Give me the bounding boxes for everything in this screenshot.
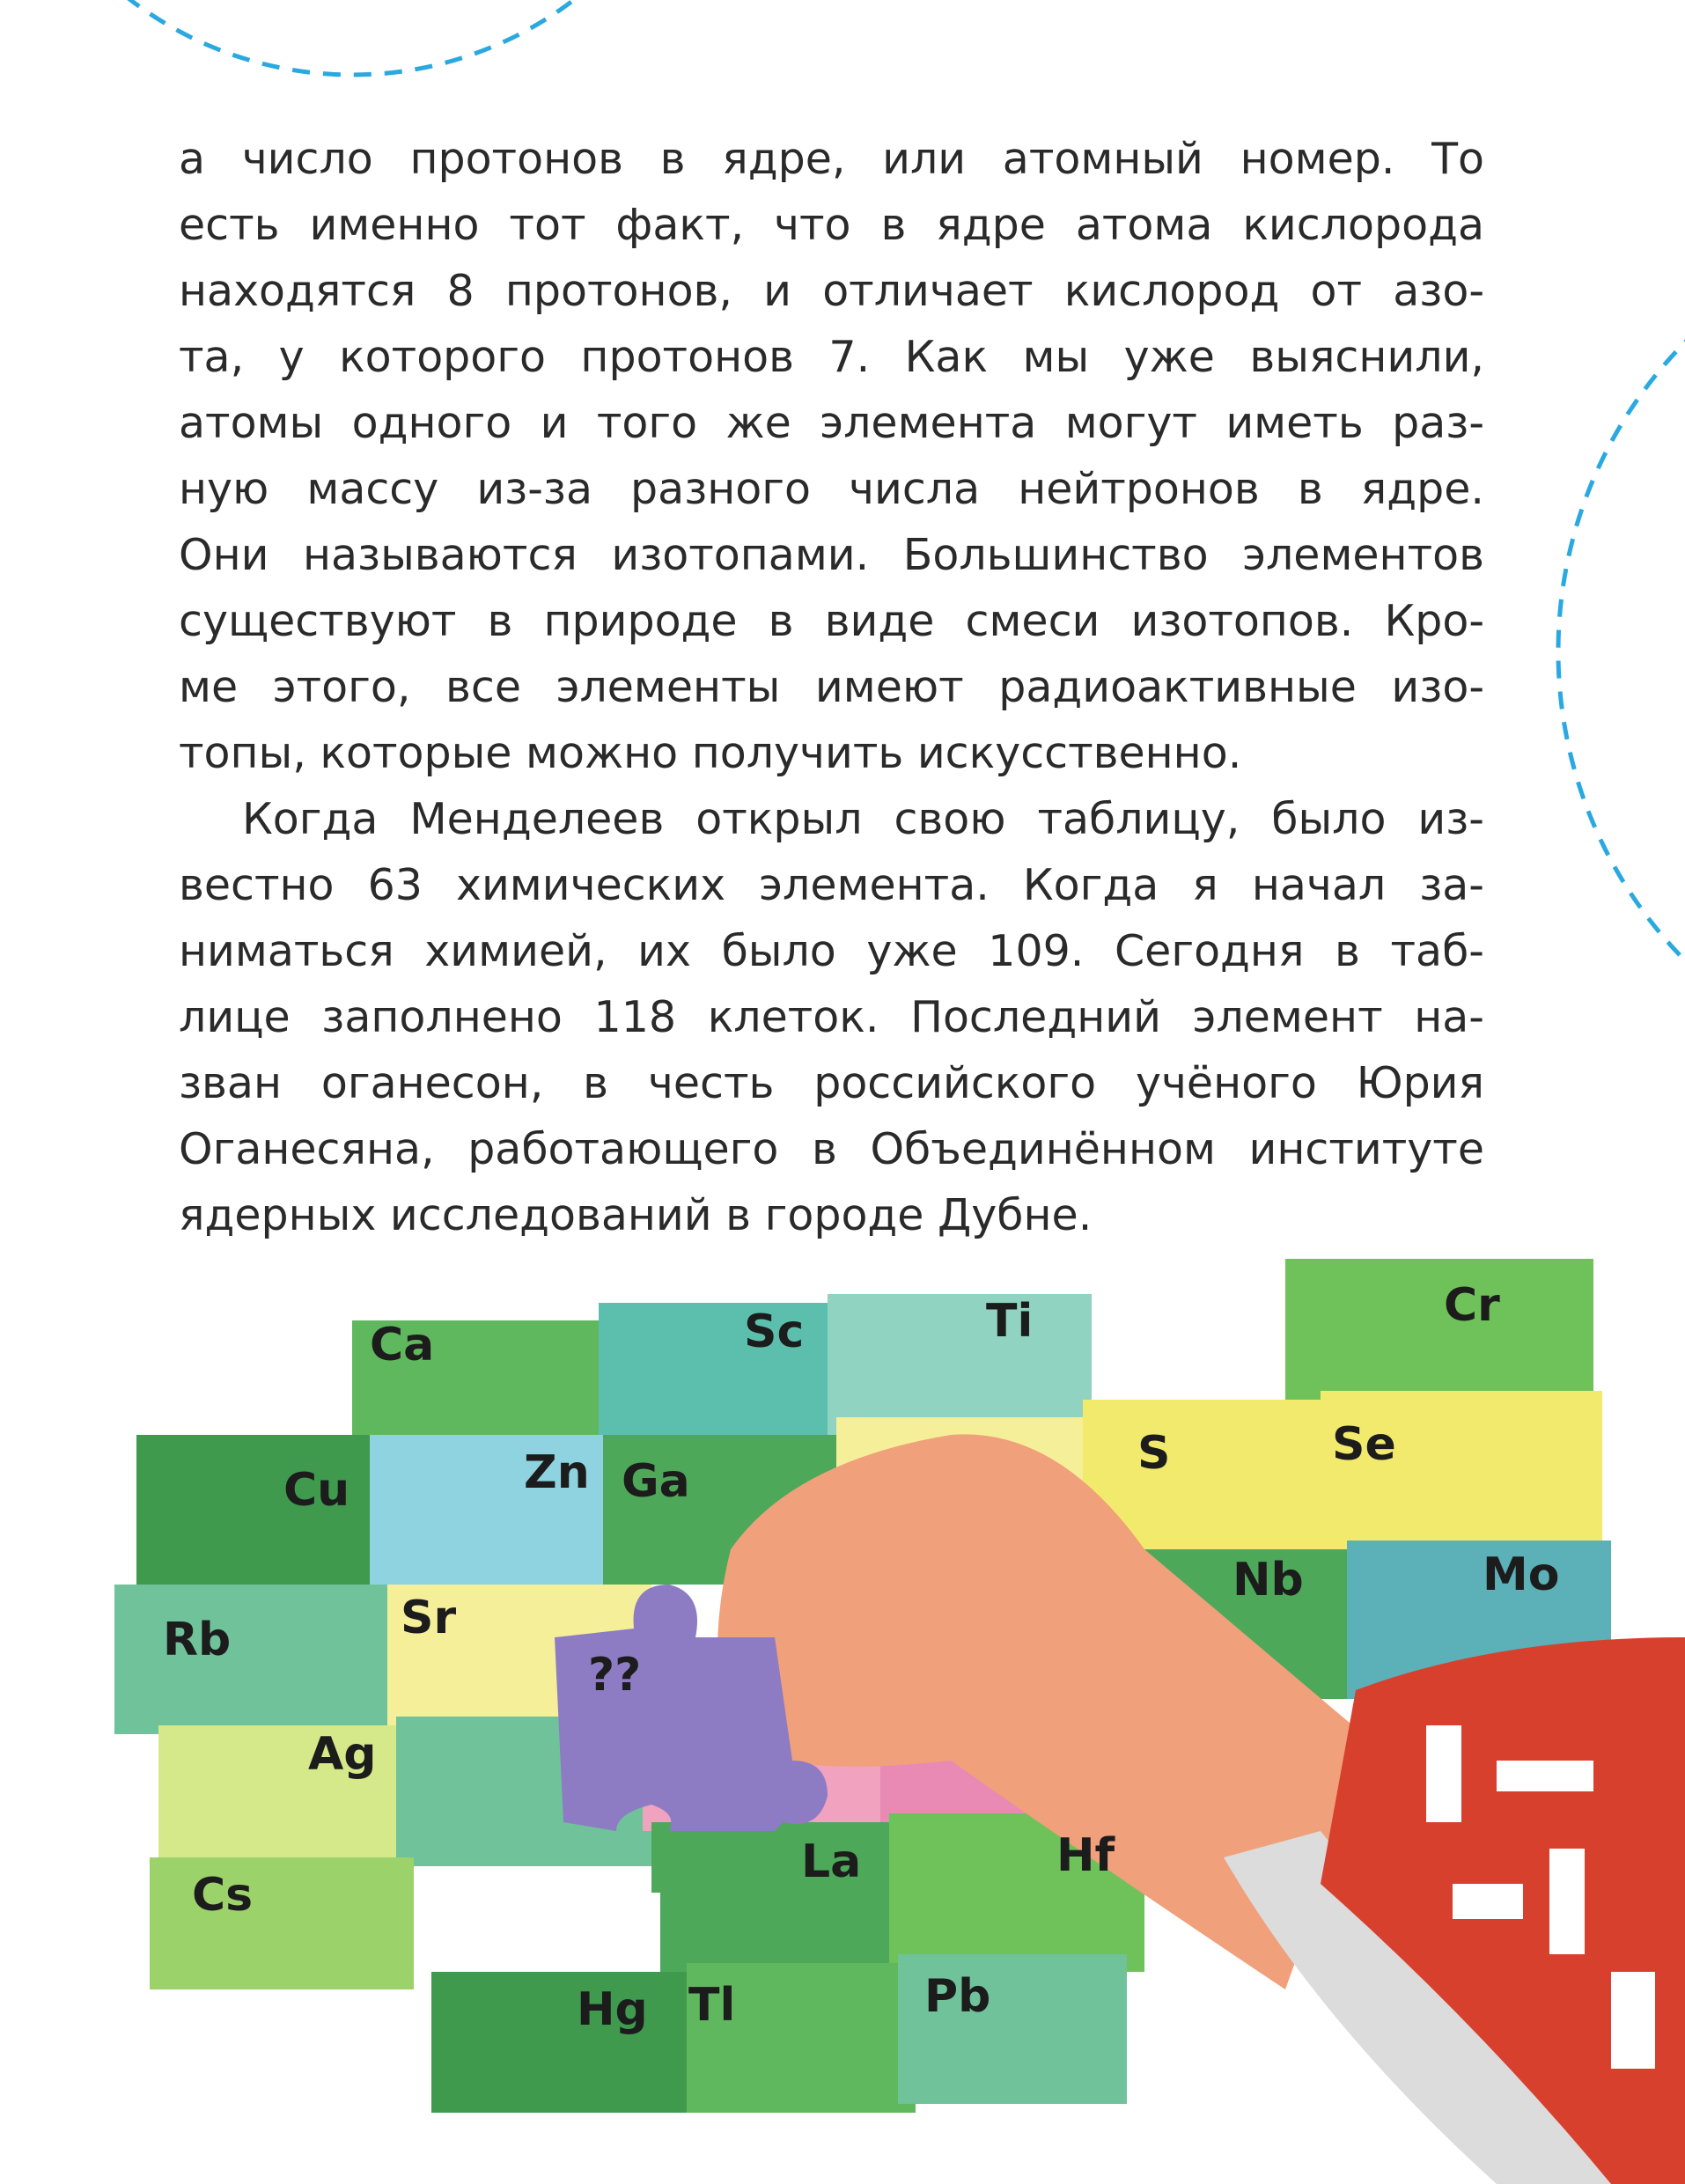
element-label-la: La [801, 1835, 862, 1888]
puzzle-illustration [0, 1241, 1685, 2184]
element-label-unknown: ?? [588, 1649, 642, 1702]
element-label-zn: Zn [524, 1446, 590, 1499]
element-label-tl: Tl [688, 1979, 736, 2032]
puzzle-piece-cs [150, 1857, 414, 1989]
text-line: Когда Менделеев открыл свою таблицу, было из- [242, 794, 1484, 844]
element-label-ti: Ti [986, 1295, 1034, 1348]
paragraph-2 [179, 786, 1484, 1248]
element-label-mo: Mo [1483, 1548, 1560, 1601]
text-line: атомы одного и того же элемента могут иметь раз- [179, 398, 1484, 448]
text-line: топы, которые можно получить искусственно. [179, 728, 1242, 778]
element-label-ag: Ag [308, 1728, 377, 1781]
text-line: ную массу из-за разного числа нейтронов в ядре. [179, 464, 1484, 514]
element-label-cu: Cu [283, 1464, 350, 1517]
element-label-se: Se [1332, 1418, 1396, 1471]
text-line: существуют в природе в виде смеси изотопов. Кро- [179, 596, 1484, 646]
text-line: Оганесяна, работающего в Объединённом институте [179, 1124, 1484, 1174]
text-line: находятся 8 протонов, и отличает кислород от азо- [179, 266, 1484, 316]
body-text [179, 126, 1484, 1248]
paragraph-1 [179, 126, 1484, 786]
element-label-pb: Pb [924, 1970, 991, 2023]
element-label-ca: Ca [370, 1319, 435, 1371]
puzzle-piece-cr [1285, 1259, 1593, 1408]
text-line: ниматься химией, их было уже 109. Сегодня в таб- [179, 926, 1484, 976]
dashed-circle-top-left [0, 0, 717, 75]
element-label-nb: Nb [1232, 1554, 1304, 1607]
element-label-rb: Rb [163, 1614, 232, 1666]
text-line: вестно 63 химических элемента. Когда я начал за- [179, 860, 1484, 910]
puzzle-gap [414, 1893, 660, 1972]
element-label-ga: Ga [622, 1455, 690, 1508]
puzzle-piece-rb [114, 1585, 396, 1734]
text-line: Они называются изотопами. Большинство элементов [179, 530, 1484, 580]
element-label-sr: Sr [401, 1592, 457, 1644]
text-line: ме этого, все элементы имеют радиоактивные изо- [179, 662, 1484, 712]
dashed-circle-right [1558, 211, 1685, 1092]
element-label-sc: Sc [744, 1305, 805, 1358]
element-label-cr: Cr [1444, 1279, 1500, 1332]
puzzle-piece-hg-tl [431, 1972, 695, 2113]
element-label-hf: Hf [1056, 1829, 1115, 1882]
text-line: лице заполнено 118 клеток. Последний элемент на- [179, 992, 1484, 1042]
text-line: зван оганесон, в честь российского учёного Юрия [179, 1058, 1484, 1108]
puzzle-piece-la [651, 1822, 907, 1972]
text-line: есть именно тот факт, что в ядре атома кислорода [179, 200, 1484, 250]
text-line: та, у которого протонов 7. Как мы уже выяснили, [179, 332, 1484, 382]
text-line: ядерных исследований в городе Дубне. [179, 1190, 1093, 1240]
element-label-hg: Hg [577, 1983, 648, 2036]
text-line: а число протонов в ядре, или атомный номер. То [179, 134, 1484, 184]
element-label-cs: Cs [192, 1869, 254, 1922]
element-label-s: S [1137, 1427, 1171, 1480]
